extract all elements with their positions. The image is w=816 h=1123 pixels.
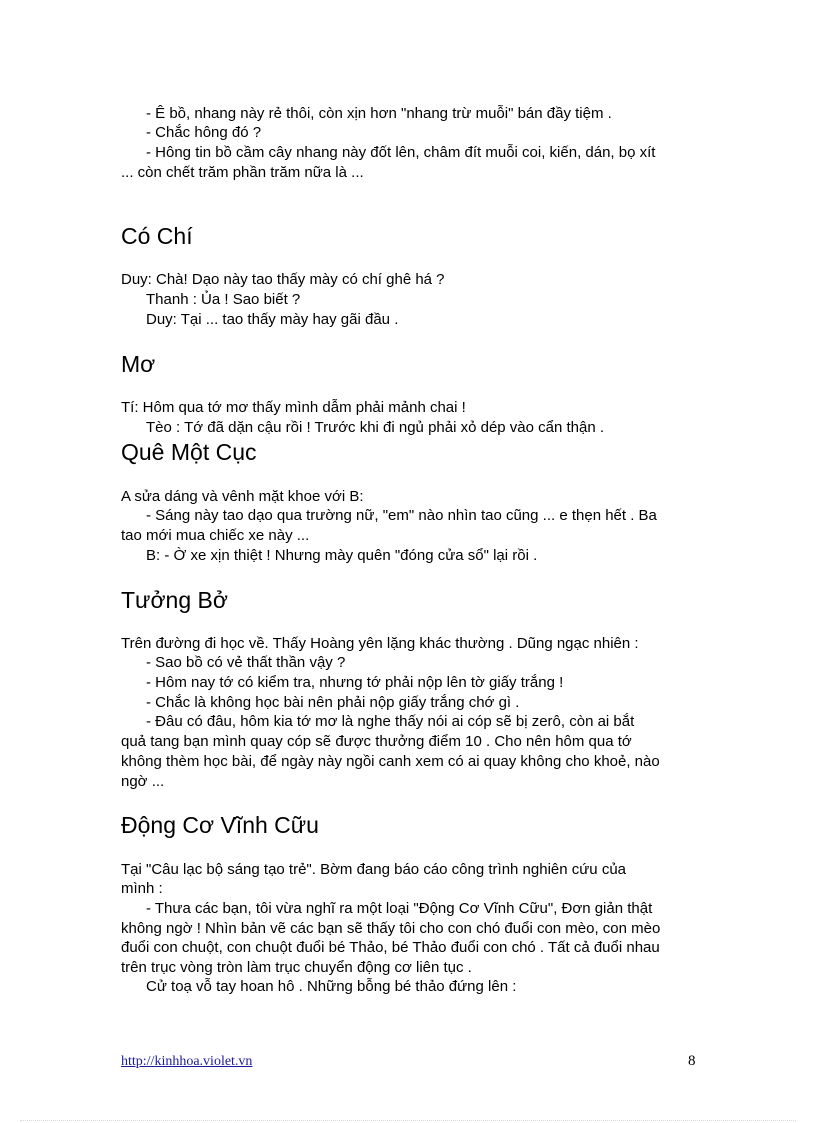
text-line: Trên đường đi học về. Thấy Hoàng yên lặng khác thường . Dũng ngạc nhiên : bbox=[121, 635, 639, 652]
section-heading: Có Chí bbox=[121, 223, 193, 249]
text-line: - Chắc hông đó ? bbox=[146, 124, 262, 141]
text-line: Thanh : Ủa ! Sao biết ? bbox=[146, 291, 301, 308]
text-line: - Sao bồ có vẻ thất thần vậy ? bbox=[146, 654, 346, 671]
text-line: Cử toạ vỗ tay hoan hô . Những bỗng bé thảo đứng lên : bbox=[146, 978, 517, 995]
text-line: ... còn chết trăm phần trăm nữa là ... bbox=[121, 164, 364, 181]
text-line: Tí: Hôm qua tớ mơ thấy mình dẫm phải mảnh chai ! bbox=[121, 399, 466, 416]
text-line: - Ê bồ, nhang này rẻ thôi, còn xịn hơn "nhang trừ muỗi" bán đầy tiệm . bbox=[146, 105, 612, 122]
page-number: 8 bbox=[688, 1053, 696, 1069]
text-line: trên trục vòng tròn làm trục chuyển động cơ liên tục . bbox=[121, 959, 472, 976]
text-line: không ngờ ! Nhìn bản vẽ các bạn sẽ thấy tôi cho con chó đuổi con mèo, con mèo bbox=[121, 920, 661, 937]
text-line: A sửa dáng và vênh mặt khoe với B: bbox=[121, 488, 364, 505]
text-line: - Hông tin bồ cầm cây nhang này đốt lên, châm đít muỗi coi, kiến, dán, bọ xít bbox=[146, 144, 656, 161]
text-line: - Chắc là không học bài nên phải nộp giấy trắng chớ gì . bbox=[146, 694, 520, 711]
text-line: Tại "Câu lạc bộ sáng tạo trẻ". Bờm đang báo cáo công trình nghiên cứu của bbox=[121, 861, 626, 878]
text-line: - Sáng này tao dạo qua trường nữ, "em" nào nhìn tao cũng ... e thẹn hết . Ba bbox=[146, 507, 657, 524]
text-line: - Thưa các bạn, tôi vừa nghĩ ra một loại "Động Cơ Vĩnh Cữu", Đơn giản thật bbox=[146, 900, 653, 917]
text-line: Duy: Tại ... tao thấy mày hay gãi đầu . bbox=[146, 311, 399, 328]
text-line: - Hôm nay tớ có kiểm tra, nhưng tớ phải nộp lên tờ giấy trắng ! bbox=[146, 674, 564, 691]
section-heading: Tưởng Bở bbox=[121, 587, 228, 613]
text-line: mình : bbox=[121, 880, 163, 897]
text-line: Duy: Chà! Dạo này tao thấy mày có chí ghê há ? bbox=[121, 271, 445, 288]
text-line: tao mới mua chiếc xe này ... bbox=[121, 527, 310, 544]
footer-link[interactable]: http://kinhhoa.violet.vn bbox=[121, 1054, 253, 1069]
text-line: quả tang bạn mình quay cóp sẽ được thưởng điểm 10 . Cho nên hôm qua tớ bbox=[121, 733, 632, 750]
section-heading: Quê Một Cục bbox=[121, 439, 257, 465]
text-line: Tèo : Tớ đã dặn cậu rồi ! Trước khi đi ngủ phải xỏ dép vào cẩn thận . bbox=[146, 419, 605, 436]
text-line: không thèm học bài, để ngày này ngồi canh xem có ai quay không cho khoẻ, nào bbox=[121, 753, 660, 770]
section-heading: Mơ bbox=[121, 351, 156, 377]
page-divider bbox=[20, 1120, 796, 1121]
text-line: đuổi con chuột, con chuột đuổi bé Thảo, bé Thảo đuổi con chó . Tất cả đuổi nhau bbox=[121, 939, 660, 956]
text-line: - Đâu có đâu, hôm kia tớ mơ là nghe thấy nói ai cóp sẽ bị zerô, còn ai bắt bbox=[146, 713, 635, 730]
text-line: ngờ ... bbox=[121, 773, 165, 790]
text-line: B: - Ờ xe xịn thiệt ! Nhưng mày quên "đóng cửa sổ" lại rồi . bbox=[146, 547, 538, 564]
section-heading: Động Cơ Vĩnh Cữu bbox=[121, 812, 319, 838]
